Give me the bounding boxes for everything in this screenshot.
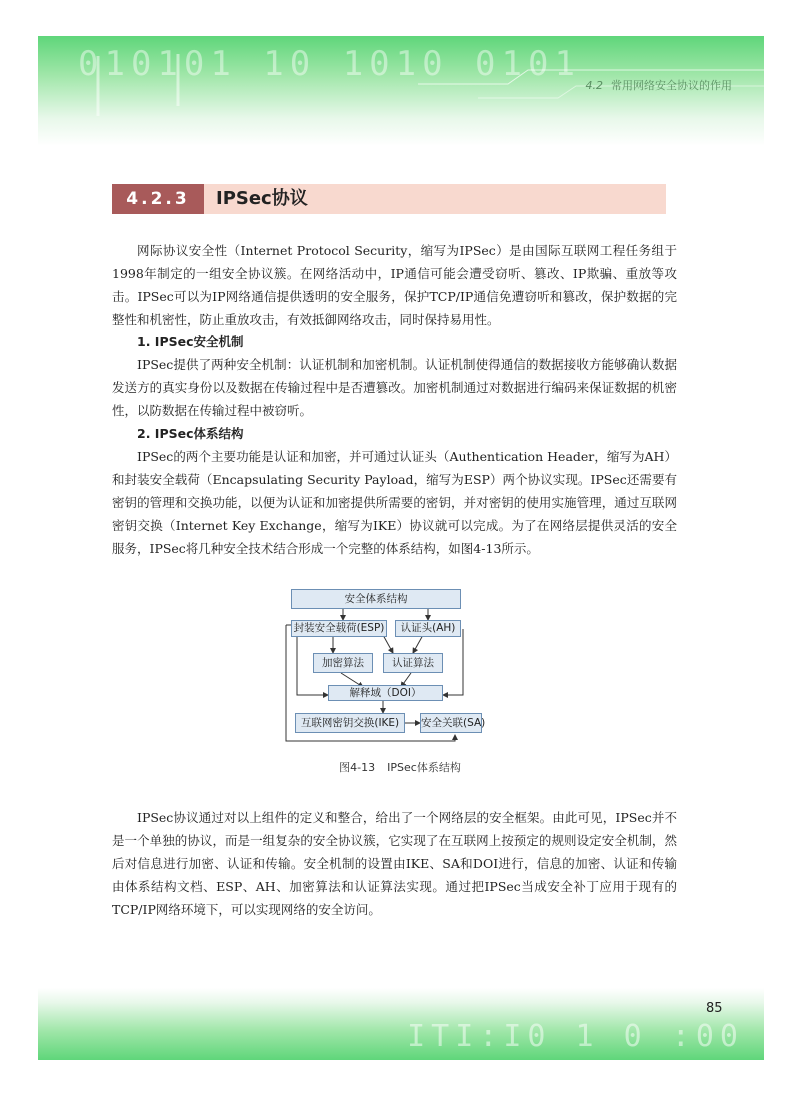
figure-caption <box>0 759 800 775</box>
box-encryption-algorithm: 加密算法 <box>313 653 373 673</box>
running-header <box>586 77 733 93</box>
box-auth-algorithm: 认证算法 <box>383 653 443 673</box>
section-heading <box>112 184 666 214</box>
box-ah: 认证头(AH) <box>395 620 461 637</box>
running-header-title: 常用网络安全协议的作用 <box>611 79 732 92</box>
figure-caption-title: IPSec体系结构 <box>387 761 461 774</box>
box-security-architecture: 安全体系结构 <box>291 589 461 609</box>
page-number: 85 <box>706 1001 723 1016</box>
conclusion-block <box>112 806 677 921</box>
section-number: 4.2.3 <box>112 184 204 214</box>
box-doi: 解释域（DOI） <box>328 685 443 701</box>
subheading-mechanism: 1. IPSec安全机制 <box>137 334 244 349</box>
box-ike: 互联网密钥交换(IKE) <box>295 713 405 733</box>
footer-digits-decoration: ITI:I0 1 0 :00 <box>407 1019 744 1054</box>
conclusion-paragraph: IPSec协议通过对以上组件的定义和整合，给出了一个网络层的安全框架。由此可见，IPSec并不是一个单独的协议，而是一组复杂的安全协议簇，它实现了在互联网上按预定的规则设定安全机制，然后对信息进行加密、认证和传输。安全机制的设置由IKE、SA和DOI进行，信息的加密、认证和传输由体系结构文档、ESP、AH、加密算法和认证算法实现。通过把IPSec当成安全补丁应用于现有的TCP/IP网络环境下，可以实现网络的安全访问。 <box>112 810 677 917</box>
figure-caption-label: 图4-13 <box>339 761 376 774</box>
subheading-architecture: 2. IPSec体系结构 <box>137 426 244 441</box>
banner-digits-decoration: 010101 10 1010 0101 <box>78 44 581 84</box>
mechanism-block <box>112 330 677 560</box>
box-esp: 封装安全载荷(ESP) <box>291 620 387 637</box>
intro-block <box>112 239 677 331</box>
footer-banner <box>38 988 764 1060</box>
running-header-number: 4.2 <box>585 79 603 92</box>
section-title: IPSec协议 <box>216 188 308 209</box>
intro-paragraph: 网际协议安全性（Internet Protocol Security，缩写为IPSec）是由国际互联网工程任务组于1998年制定的一组安全协议簇。在网络活动中，IP通信可能会遭受窃听、篡改、IP欺骗、重放等攻击。IPSec可以为IP网络通信提供透明的安全服务，保护TCP/IP通信免遭窃听和篡改，保护数据的完整性和机密性，防止重放攻击，有效抵御网络攻击，同时保持易用性。 <box>112 243 677 327</box>
box-sa: 安全关联(SA) <box>420 713 482 733</box>
mechanism-paragraph: IPSec提供了两种安全机制：认证机制和加密机制。认证机制使得通信的数据接收方能够确认数据发送方的真实身份以及数据在传输过程中是否遭篡改。加密机制通过对数据进行编码来保证数据的机密性，以防数据在传输过程中被窃听。 <box>112 357 677 418</box>
ipsec-architecture-diagram <box>283 585 486 745</box>
architecture-paragraph: IPSec的两个主要功能是认证和加密，并可通过认证头（Authentication Header，缩写为AH）和封装安全载荷（Encapsulating Security Payload，缩写为ESP）两个协议实现。IPSec还需要有密钥的管理和交换功能，以便为认证和加密提供所需要的密钥，并对密钥的使用实施管理，通过互联网密钥交换（Internet Key Exchange，缩写为IKE）协议就可以完成。为了在网络层提供灵活的安全服务，IPSec将几种安全技术结合形成一个完整的体系结构，如图4-13所示。 <box>112 449 677 556</box>
